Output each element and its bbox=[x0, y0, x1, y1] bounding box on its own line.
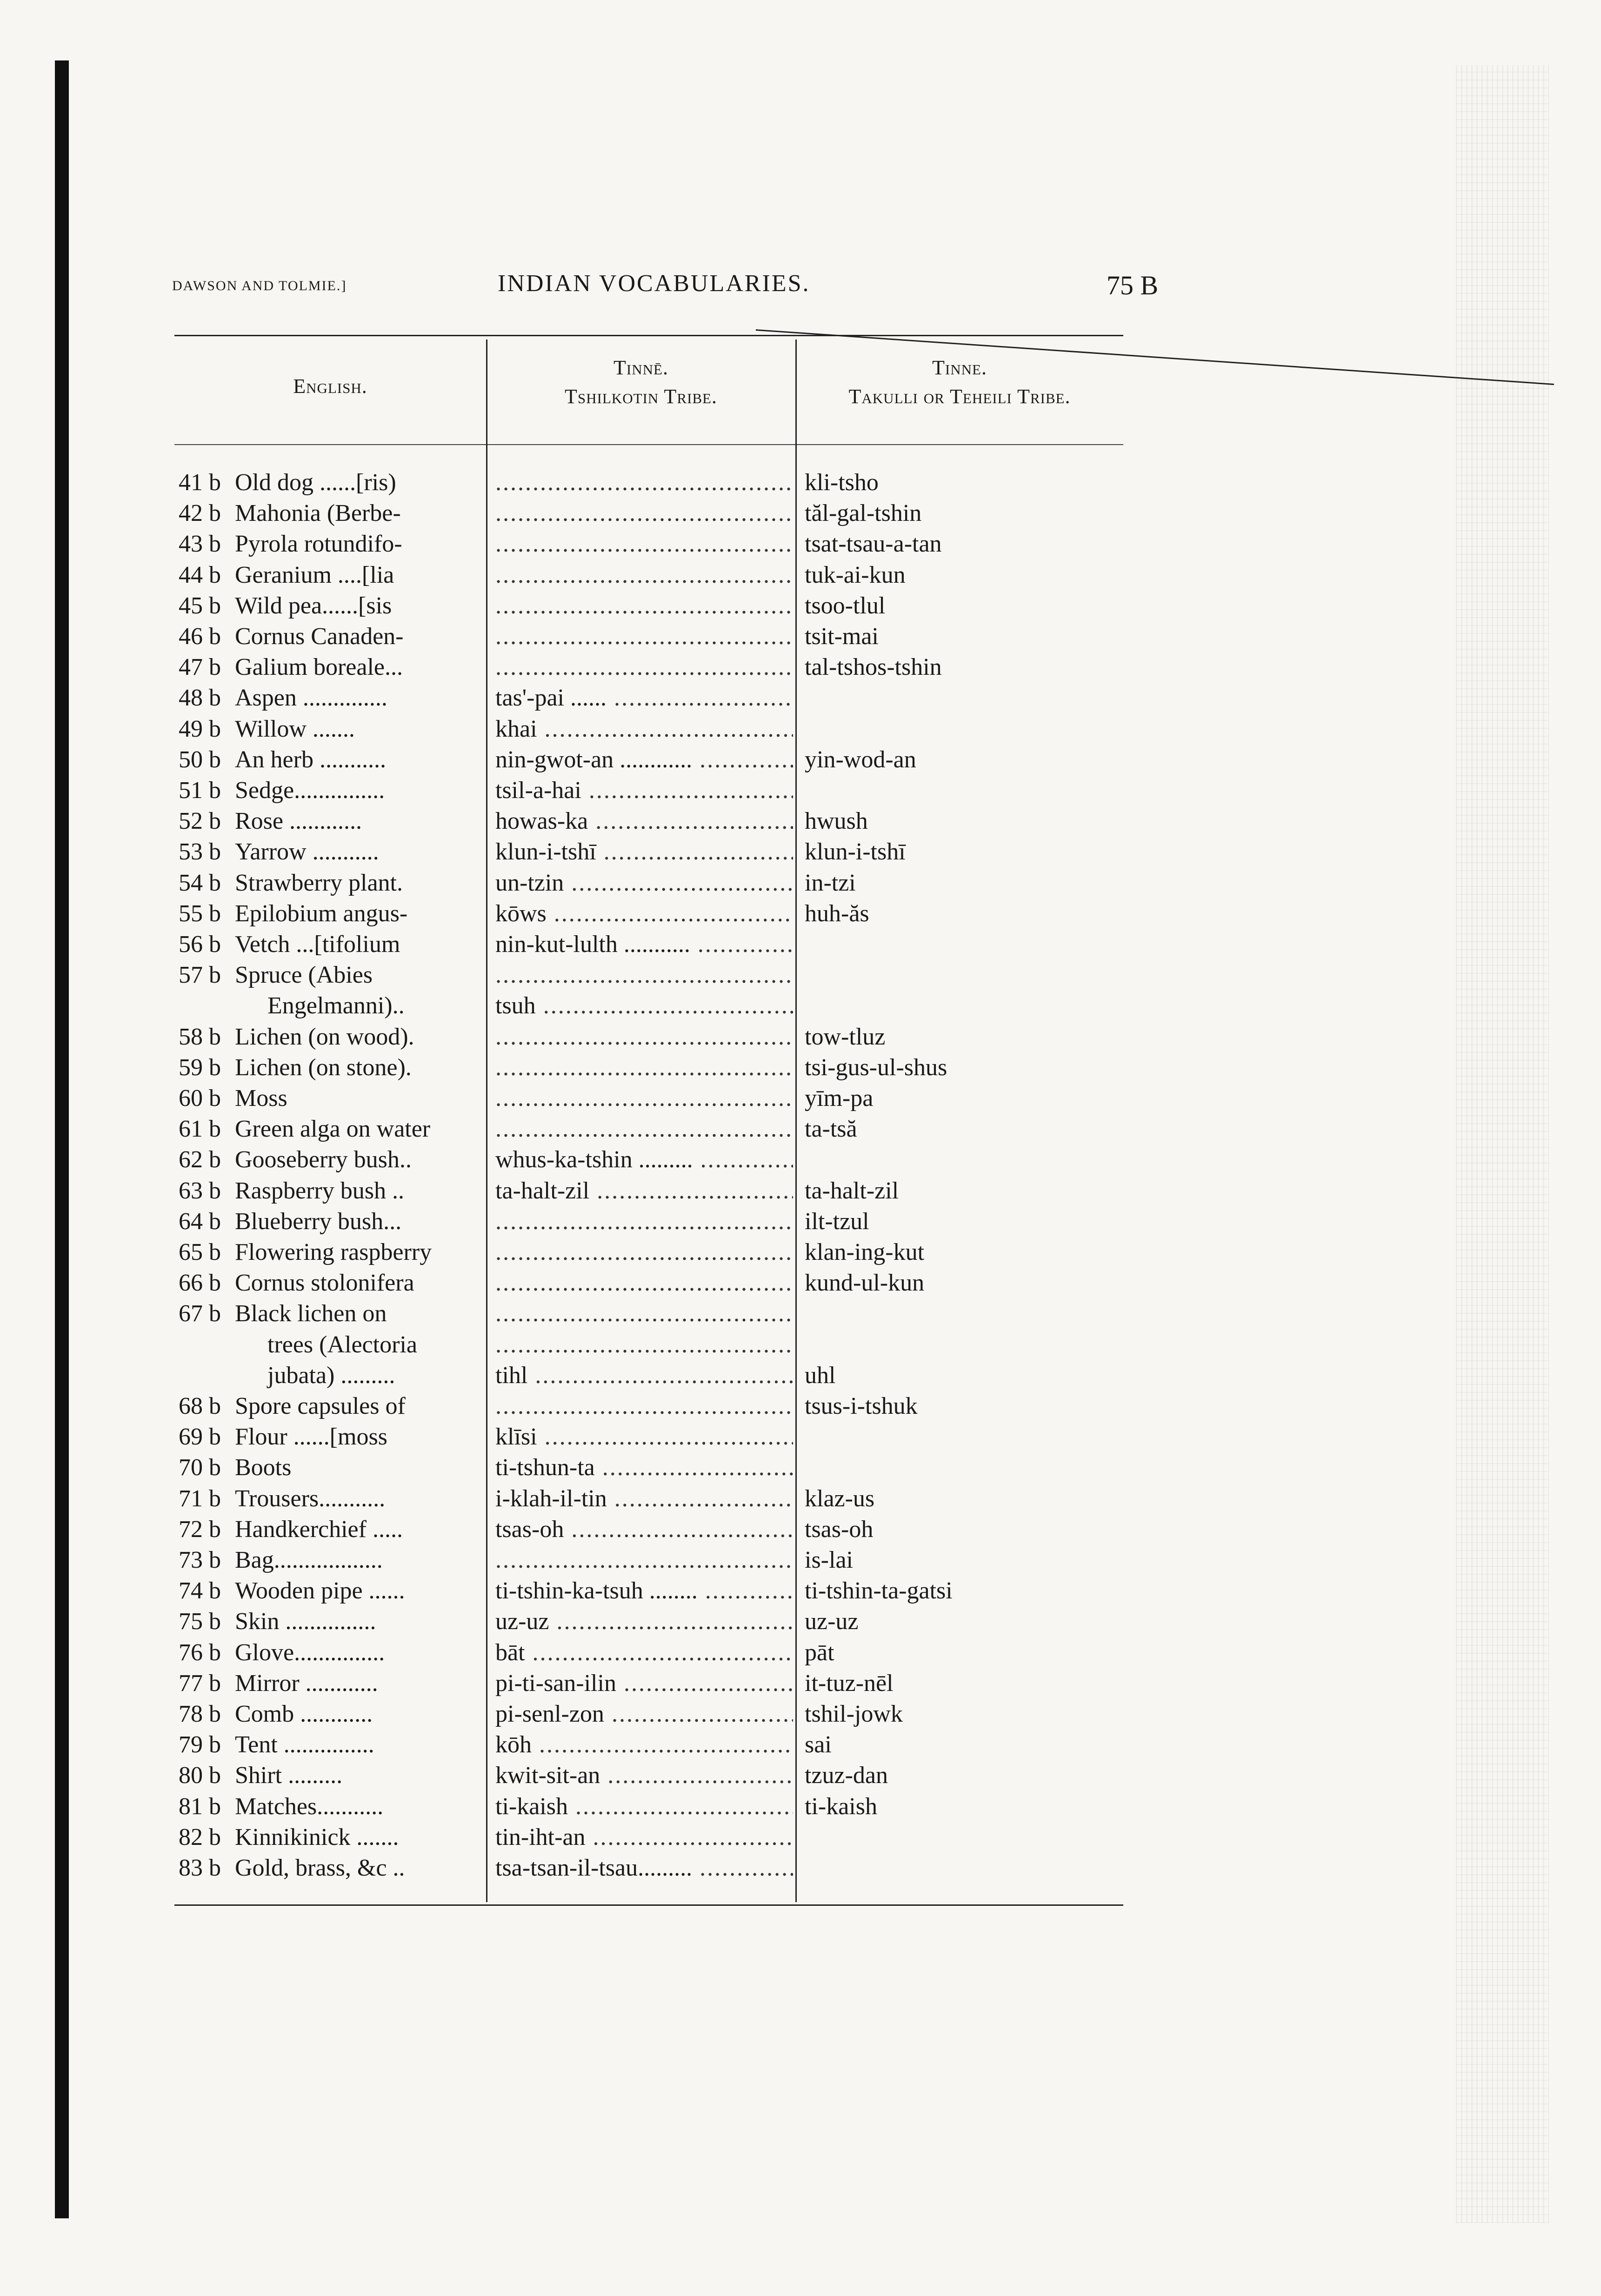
table-row bbox=[174, 775, 1123, 806]
tshilkotin-term: bāt ..... bbox=[495, 1637, 793, 1668]
entry-number: 67 b bbox=[179, 1300, 221, 1327]
table-header-rule bbox=[174, 444, 1123, 445]
table-row bbox=[174, 1699, 1123, 1730]
english-term: Aspen .............. bbox=[235, 685, 387, 712]
english-term: Boots bbox=[235, 1454, 292, 1481]
entry-number: 57 b bbox=[179, 962, 221, 989]
table-row bbox=[174, 1637, 1123, 1668]
tshilkotin-term: tihl ..... bbox=[495, 1360, 793, 1391]
entry-number: 71 b bbox=[179, 1485, 221, 1512]
english-term: Kinnikinick ....... bbox=[235, 1823, 399, 1850]
takulli-term: klan-ing-kut bbox=[805, 1239, 925, 1265]
takulli-term: tshil-jowk bbox=[805, 1701, 903, 1727]
tshilkotin-term bbox=[495, 1330, 793, 1360]
tshilkotin-term: un-tzin ..... bbox=[495, 868, 793, 898]
table-row bbox=[174, 1360, 1123, 1391]
table-row bbox=[174, 714, 1123, 745]
english-term: Galium boreale... bbox=[235, 654, 403, 681]
entry-number: 63 b bbox=[179, 1177, 221, 1204]
tshilkotin-term bbox=[495, 498, 793, 529]
entry-number: 76 b bbox=[179, 1639, 221, 1666]
tshilkotin-term: whus-ka-tshin ......... ..... bbox=[495, 1145, 793, 1175]
entry-number: 54 b bbox=[179, 869, 221, 896]
english-term: Mahonia (Berbe- bbox=[235, 500, 401, 527]
english-term: Mirror ............ bbox=[235, 1670, 378, 1697]
table-row bbox=[174, 868, 1123, 898]
entry-number: 50 b bbox=[179, 746, 221, 773]
english-term: Sedge............... bbox=[235, 777, 385, 804]
entry-number: 70 b bbox=[179, 1454, 221, 1481]
table-row bbox=[174, 1791, 1123, 1822]
table-row bbox=[174, 1730, 1123, 1760]
tshilkotin-term bbox=[495, 1052, 793, 1083]
tshilkotin-term bbox=[495, 1022, 793, 1052]
takulli-term: it-tuz-nēl bbox=[805, 1670, 894, 1697]
english-term: Trousers........... bbox=[235, 1485, 386, 1512]
tshilkotin-term: tsa-tsan-il-tsau......... ..... bbox=[495, 1853, 793, 1883]
page-number: 75 B bbox=[1106, 270, 1158, 300]
tshilkotin-term: tas'-pai ...... ..... bbox=[495, 683, 793, 713]
english-term: Lichen (on stone). bbox=[235, 1054, 412, 1081]
tshilkotin-term: kōws ..... bbox=[495, 898, 793, 929]
table-row bbox=[174, 1268, 1123, 1298]
tshilkotin-term: pi-ti-san-ilin ..... bbox=[495, 1668, 793, 1699]
table-row bbox=[174, 1176, 1123, 1206]
takulli-term: uz-uz bbox=[805, 1608, 859, 1635]
header-authors: DAWSON AND TOLMIE.] bbox=[172, 278, 347, 293]
english-term: Black lichen on bbox=[235, 1300, 387, 1327]
table-row bbox=[174, 1145, 1123, 1175]
tshilkotin-term: khai ..... bbox=[495, 714, 793, 745]
takulli-term: tsus-i-tshuk bbox=[805, 1393, 918, 1419]
tshilkotin-term bbox=[495, 467, 793, 498]
takulli-term: tsat-tsau-a-tan bbox=[805, 531, 942, 558]
vocabulary-table bbox=[174, 335, 1123, 1916]
english-term: Spore capsules of bbox=[235, 1393, 406, 1419]
takulli-term: ilt-tzul bbox=[805, 1208, 869, 1235]
tshilkotin-term: tsas-oh ..... bbox=[495, 1514, 793, 1545]
english-term: Strawberry plant. bbox=[235, 869, 403, 896]
english-term: Comb ............ bbox=[235, 1701, 373, 1727]
table-row bbox=[174, 1422, 1123, 1452]
entry-number: 42 b bbox=[179, 500, 221, 527]
takulli-term: tuk-ai-kun bbox=[805, 561, 906, 588]
entry-number: 83 b bbox=[179, 1855, 221, 1881]
takulli-term: in-tzi bbox=[805, 869, 856, 896]
takulli-term: tsas-oh bbox=[805, 1516, 874, 1543]
takulli-term: tzuz-dan bbox=[805, 1762, 888, 1789]
tshilkotin-term bbox=[495, 1237, 793, 1268]
table-row bbox=[174, 498, 1123, 529]
table-row bbox=[174, 1668, 1123, 1699]
header-title: INDIAN VOCABULARIES. bbox=[498, 270, 810, 297]
table-row bbox=[174, 806, 1123, 837]
tshilkotin-term: ti-tshin-ka-tsuh ........ ..... bbox=[495, 1576, 793, 1606]
takulli-term: sai bbox=[805, 1731, 832, 1758]
takulli-term: ta-halt-zil bbox=[805, 1177, 899, 1204]
entry-number: 80 b bbox=[179, 1762, 221, 1789]
entry-number: 43 b bbox=[179, 531, 221, 558]
tshilkotin-term bbox=[495, 1268, 793, 1298]
table-row bbox=[174, 1545, 1123, 1576]
entry-number: 61 b bbox=[179, 1116, 221, 1143]
english-term: Wooden pipe ...... bbox=[235, 1577, 405, 1604]
takulli-term: yīm-pa bbox=[805, 1085, 874, 1111]
tshilkotin-term: howas-ka ..... bbox=[495, 806, 793, 837]
entry-number: 53 b bbox=[179, 839, 221, 865]
entry-number: 49 b bbox=[179, 715, 221, 742]
table-row bbox=[174, 1760, 1123, 1791]
english-term: Matches........... bbox=[235, 1793, 384, 1820]
takulli-term: huh-ăs bbox=[805, 900, 869, 927]
takulli-term: tăl-gal-tshin bbox=[805, 500, 922, 527]
english-term: Yarrow ........... bbox=[235, 839, 379, 865]
tshilkotin-term bbox=[495, 652, 793, 683]
english-term: Pyrola rotundifo- bbox=[235, 531, 402, 558]
tshilkotin-term: tsuh ..... bbox=[495, 991, 793, 1021]
entry-number: 65 b bbox=[179, 1239, 221, 1265]
takulli-term: tow-tluz bbox=[805, 1023, 886, 1050]
entry-number: 78 b bbox=[179, 1701, 221, 1727]
table-row bbox=[174, 529, 1123, 559]
scan-margin-noise bbox=[1456, 65, 1549, 2223]
table-row bbox=[174, 1853, 1123, 1883]
entry-number: 62 b bbox=[179, 1146, 221, 1173]
table-row bbox=[174, 1452, 1123, 1483]
entry-number: 66 b bbox=[179, 1270, 221, 1297]
entry-number: 55 b bbox=[179, 900, 221, 927]
entry-number: 64 b bbox=[179, 1208, 221, 1235]
entry-number: 74 b bbox=[179, 1577, 221, 1604]
entry-number: 51 b bbox=[179, 777, 221, 804]
takulli-term: ta-tsă bbox=[805, 1116, 857, 1143]
table-row bbox=[174, 1484, 1123, 1514]
tshilkotin-term bbox=[495, 621, 793, 652]
english-term: Gold, brass, &c .. bbox=[235, 1855, 405, 1881]
takulli-term: hwush bbox=[805, 808, 868, 835]
entry-number: 68 b bbox=[179, 1393, 221, 1419]
tshilkotin-term: ti-tshun-ta ..... bbox=[495, 1452, 793, 1483]
takulli-term: pāt bbox=[805, 1639, 834, 1666]
table-row bbox=[174, 837, 1123, 867]
column-header-tshilkotin: Tinnē. Tshilkotin Tribe. bbox=[565, 356, 717, 408]
table-bottom-rule bbox=[174, 1904, 1123, 1906]
entry-number: 69 b bbox=[179, 1424, 221, 1451]
tshilkotin-term: tin-iht-an ..... bbox=[495, 1822, 793, 1853]
entry-number: 41 b bbox=[179, 469, 221, 496]
tshilkotin-term bbox=[495, 1545, 793, 1576]
table-row bbox=[174, 1052, 1123, 1083]
takulli-term: tsi-gus-ul-shus bbox=[805, 1054, 947, 1081]
column-header-takulli: Tinne. Takulli or Teheili Tribe. bbox=[848, 356, 1071, 408]
table-row bbox=[174, 560, 1123, 591]
tshilkotin-term: tsil-a-hai ..... bbox=[495, 775, 793, 806]
table-row bbox=[174, 1576, 1123, 1606]
english-term: trees (Alectoria bbox=[267, 1331, 417, 1358]
entry-number: 45 b bbox=[179, 592, 221, 619]
table-row bbox=[174, 1237, 1123, 1268]
english-term: Lichen (on wood). bbox=[235, 1023, 414, 1050]
takulli-term: tsoo-tlul bbox=[805, 592, 886, 619]
tshilkotin-term: pi-senl-zon ..... bbox=[495, 1699, 793, 1730]
tshilkotin-term: uz-uz ..... bbox=[495, 1606, 793, 1637]
table-row bbox=[174, 1083, 1123, 1114]
tshilkotin-term bbox=[495, 529, 793, 559]
entry-number: 52 b bbox=[179, 808, 221, 835]
tshilkotin-term bbox=[495, 1391, 793, 1422]
table-row bbox=[174, 1206, 1123, 1237]
entry-number: 72 b bbox=[179, 1516, 221, 1543]
entry-number: 47 b bbox=[179, 654, 221, 681]
tshilkotin-term: ti-kaish ..... bbox=[495, 1791, 793, 1822]
tshilkotin-term bbox=[495, 560, 793, 591]
column-header-english: English. bbox=[293, 375, 367, 398]
tshilkotin-term bbox=[495, 1206, 793, 1237]
entry-number: 59 b bbox=[179, 1054, 221, 1081]
tshilkotin-term: klīsi ..... bbox=[495, 1422, 793, 1452]
tshilkotin-term: nin-gwot-an ............ ..... bbox=[495, 745, 793, 775]
english-term: Green alga on water bbox=[235, 1116, 431, 1143]
entry-number: 82 b bbox=[179, 1823, 221, 1850]
entry-number: 56 b bbox=[179, 931, 221, 958]
running-header bbox=[172, 270, 1158, 307]
english-term: Flowering raspberry bbox=[235, 1239, 432, 1265]
english-term: Cornus stolonifera bbox=[235, 1270, 414, 1297]
english-term: jubata) ......... bbox=[267, 1362, 395, 1389]
english-term: Cornus Canaden- bbox=[235, 623, 404, 650]
takulli-term: yin-wod-an bbox=[805, 746, 916, 773]
english-term: Old dog ......[ris) bbox=[235, 469, 396, 496]
english-term: Handkerchief ..... bbox=[235, 1516, 403, 1543]
english-term: Raspberry bush .. bbox=[235, 1177, 404, 1204]
takulli-term: ti-tshin-ta-gatsi bbox=[805, 1577, 953, 1604]
tshilkotin-term: i-klah-il-tin ..... bbox=[495, 1484, 793, 1514]
entry-number: 58 b bbox=[179, 1023, 221, 1050]
tshilkotin-term: kōh ..... bbox=[495, 1730, 793, 1760]
table-row bbox=[174, 1391, 1123, 1422]
tshilkotin-term: kwit-sit-an ..... bbox=[495, 1760, 793, 1791]
english-term: Gooseberry bush.. bbox=[235, 1146, 412, 1173]
entry-number: 73 b bbox=[179, 1547, 221, 1573]
table-row bbox=[174, 960, 1123, 991]
table-row bbox=[174, 929, 1123, 960]
table-row bbox=[174, 1022, 1123, 1052]
english-term: Wild pea......[sis bbox=[235, 592, 392, 619]
table-row bbox=[174, 898, 1123, 929]
takulli-term: klaz-us bbox=[805, 1485, 875, 1512]
entry-number: 46 b bbox=[179, 623, 221, 650]
tshilkotin-term bbox=[495, 591, 793, 621]
tshilkotin-term bbox=[495, 1083, 793, 1114]
table-row bbox=[174, 1330, 1123, 1360]
english-term: Epilobium angus- bbox=[235, 900, 408, 927]
table-row bbox=[174, 591, 1123, 621]
takulli-term: tsit-mai bbox=[805, 623, 879, 650]
entry-number: 77 b bbox=[179, 1670, 221, 1697]
takulli-term: ti-kaish bbox=[805, 1793, 877, 1820]
english-term: Spruce (Abies bbox=[235, 962, 373, 989]
tshilkotin-term bbox=[495, 1298, 793, 1329]
tshilkotin-term: klun-i-tshī ..... bbox=[495, 837, 793, 867]
english-term: Shirt ......... bbox=[235, 1762, 343, 1789]
table-top-rule bbox=[174, 335, 1123, 336]
entry-number: 79 b bbox=[179, 1731, 221, 1758]
tshilkotin-term bbox=[495, 960, 793, 991]
takulli-term: tal-tshos-tshin bbox=[805, 654, 942, 681]
table-row bbox=[174, 652, 1123, 683]
table-row bbox=[174, 1298, 1123, 1329]
english-term: Tent ............... bbox=[235, 1731, 374, 1758]
scan-edge bbox=[55, 60, 69, 2218]
table-row bbox=[174, 683, 1123, 713]
takulli-term: is-lai bbox=[805, 1547, 853, 1573]
entry-number: 44 b bbox=[179, 561, 221, 588]
entry-number: 60 b bbox=[179, 1085, 221, 1111]
takulli-term: kund-ul-kun bbox=[805, 1270, 925, 1297]
table-row bbox=[174, 1514, 1123, 1545]
english-term: An herb ........... bbox=[235, 746, 386, 773]
table-row bbox=[174, 1114, 1123, 1145]
english-term: Rose ............ bbox=[235, 808, 362, 835]
takulli-term: uhl bbox=[805, 1362, 836, 1389]
takulli-term: klun-i-tshī bbox=[805, 839, 906, 865]
english-term: Moss bbox=[235, 1085, 287, 1111]
table-row bbox=[174, 467, 1123, 498]
english-term: Willow ....... bbox=[235, 715, 355, 742]
tshilkotin-term bbox=[495, 1114, 793, 1145]
entry-number: 81 b bbox=[179, 1793, 221, 1820]
english-term: Geranium ....[lia bbox=[235, 561, 394, 588]
english-term: Bag.................. bbox=[235, 1547, 383, 1573]
english-term: Vetch ...[tifolium bbox=[235, 931, 400, 958]
english-term: Glove............... bbox=[235, 1639, 385, 1666]
english-term: Skin ............... bbox=[235, 1608, 376, 1635]
tshilkotin-term: nin-kut-lulth ........... ..... bbox=[495, 929, 793, 960]
tshilkotin-term: ta-halt-zil ..... bbox=[495, 1176, 793, 1206]
english-term: Engelmanni).. bbox=[267, 992, 405, 1019]
entry-number: 75 b bbox=[179, 1608, 221, 1635]
english-term: Blueberry bush... bbox=[235, 1208, 402, 1235]
table-row bbox=[174, 745, 1123, 775]
table-row bbox=[174, 621, 1123, 652]
table-row bbox=[174, 1822, 1123, 1853]
entry-number: 48 b bbox=[179, 685, 221, 712]
table-row bbox=[174, 991, 1123, 1021]
takulli-term: kli-tsho bbox=[805, 469, 879, 496]
table-row bbox=[174, 1606, 1123, 1637]
english-term: Flour ......[moss bbox=[235, 1424, 387, 1451]
